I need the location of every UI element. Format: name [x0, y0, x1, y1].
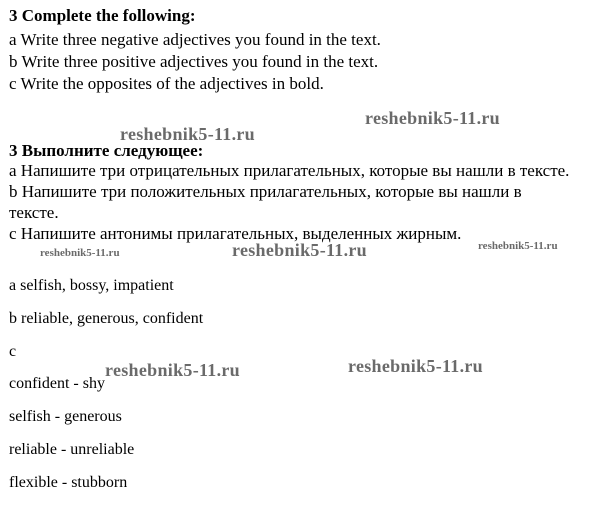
- task-item-a-ru: a Напишите три отрицательных прилагательных, которые вы нашли в тексте.: [9, 161, 570, 180]
- answer-b: b reliable, generous, confident: [9, 310, 204, 327]
- watermark: reshebnik5-11.ru: [120, 124, 255, 144]
- watermark: reshebnik5-11.ru: [365, 108, 500, 128]
- watermark: reshebnik5-11.ru: [105, 360, 240, 380]
- task-heading-en: 3 Complete the following:: [9, 6, 196, 25]
- answer-pair: selfish - generous: [9, 408, 122, 425]
- answer-pair: confident - shy: [9, 375, 105, 392]
- task-item-b-en: b Write three positive adjectives you found in the text.: [9, 52, 379, 71]
- watermark: reshebnik5-11.ru: [478, 240, 558, 252]
- watermark: reshebnik5-11.ru: [232, 240, 367, 260]
- answer-pair: reliable - unreliable: [9, 441, 135, 458]
- task-item-b-ru: b Напишите три положительных прилагательных, которые вы нашли в: [9, 182, 522, 201]
- task-item-a-en: a Write three negative adjectives you found in the text.: [9, 30, 381, 49]
- task-heading-ru: 3 Выполните следующее:: [9, 141, 204, 160]
- watermark: reshebnik5-11.ru: [348, 356, 483, 376]
- task-item-c-ru: c Напишите антонимы прилагательных, выделенных жирным.: [9, 224, 462, 243]
- answer-c-label: c: [9, 343, 17, 360]
- task-item-c-en: c Write the opposites of the adjectives in bold.: [9, 74, 324, 93]
- answer-a: a selfish, bossy, impatient: [9, 277, 174, 294]
- answer-pair: flexible - stubborn: [9, 474, 128, 491]
- task-item-b-ru-cont: тексте.: [9, 203, 59, 222]
- watermark: reshebnik5-11.ru: [40, 247, 120, 259]
